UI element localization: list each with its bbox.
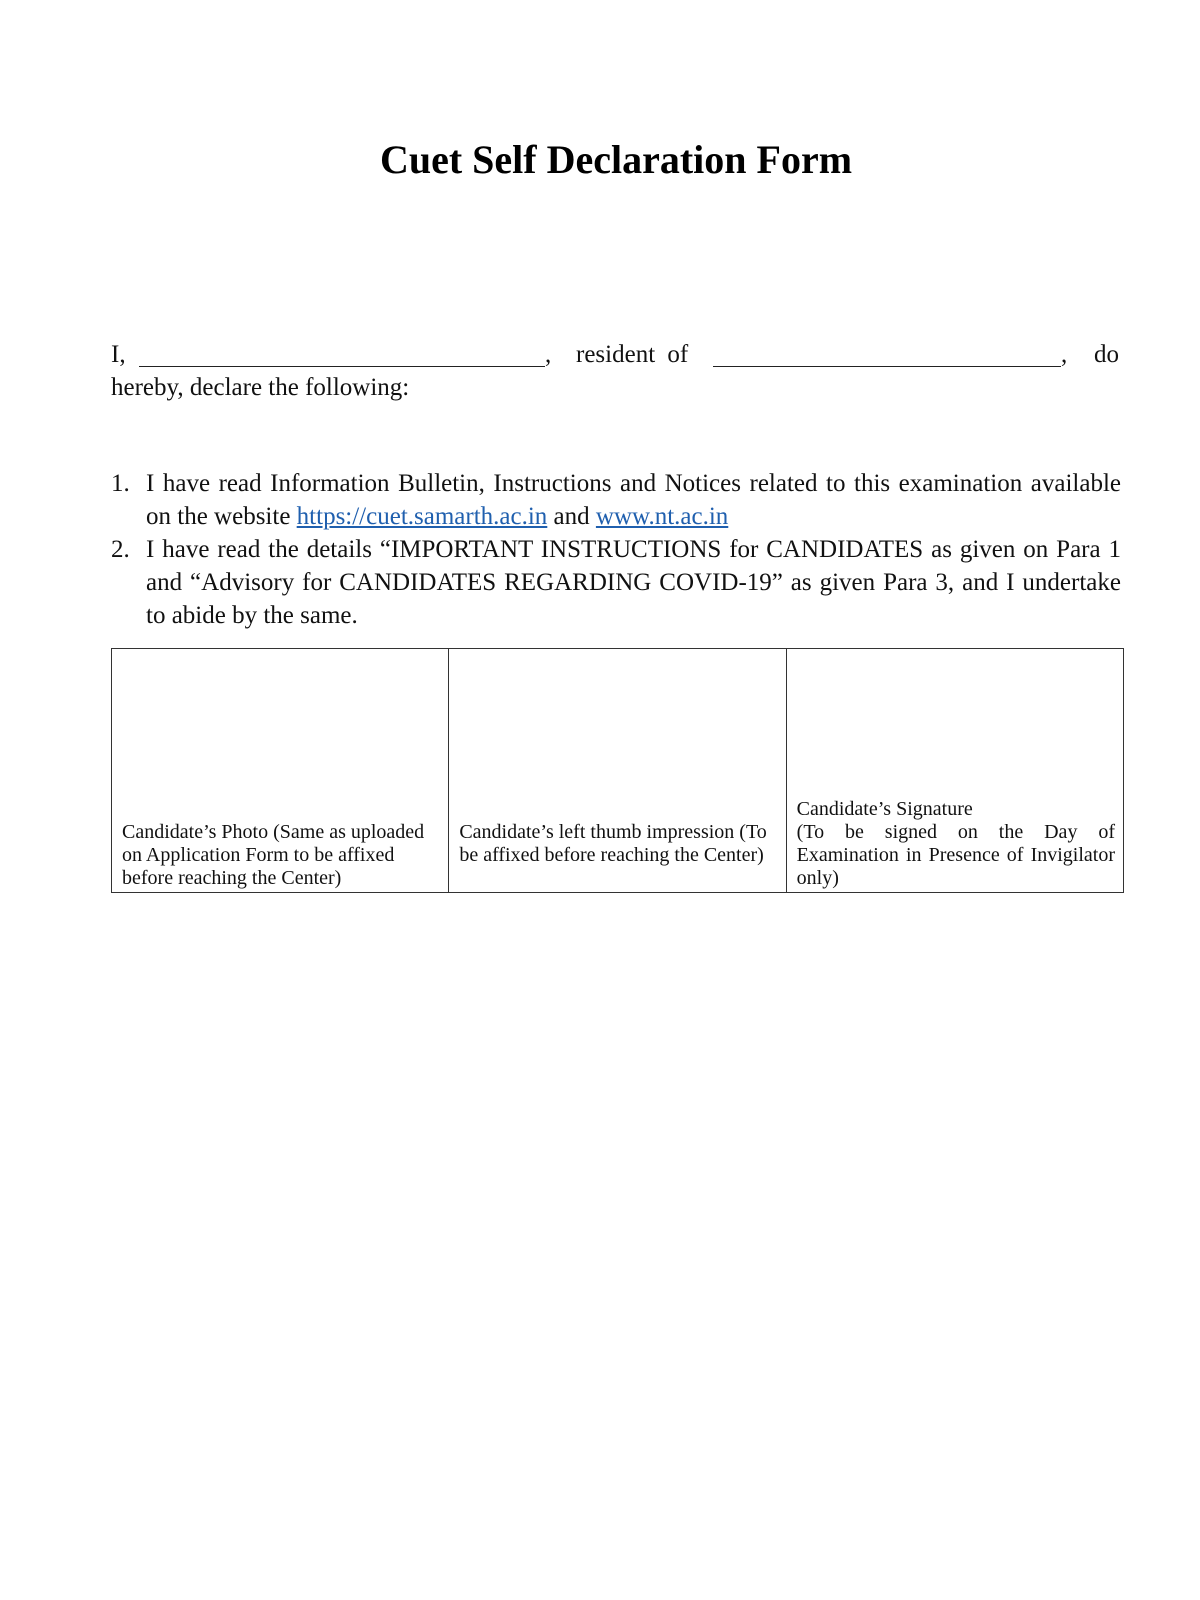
nta-link[interactable]: www.nt.ac.in	[595, 503, 729, 530]
thumb-impression-box[interactable]	[449, 649, 786, 893]
declaration-continuation: hereby, declare the following:	[111, 374, 410, 401]
name-blank-field[interactable]	[139, 338, 545, 367]
signature-box-heading: Candidate’s Signature	[796, 798, 973, 820]
item-text: I have read the details “IMPORTANT INSTRUCTIONS for CANDIDATES as given on Para 1 and “Advisory for CANDIDATES REGARDING COVID-19” as given Para 3, and I undertake to abide by the same.	[146, 536, 1121, 629]
signature-box-label: (To be signed on the Day of Examination in Presence of Invigilator only)	[796, 821, 1115, 889]
declaration-list	[111, 467, 1121, 632]
item-text-and: and	[547, 503, 596, 530]
affix-boxes-table	[111, 648, 1124, 893]
item-number: 1.	[111, 470, 130, 497]
thumb-box-label: Candidate’s left thumb impression (To be affixed before reaching the Center)	[459, 821, 767, 866]
cuet-samarth-link[interactable]: https://cuet.samarth.ac.in	[296, 503, 548, 530]
comma: ,	[1061, 341, 1068, 368]
item-number: 2.	[111, 536, 130, 563]
declaration-prefix: I,	[111, 341, 126, 368]
residence-blank-field[interactable]	[713, 338, 1061, 367]
do-label: do	[1094, 341, 1119, 368]
list-item	[111, 533, 1121, 632]
comma: ,	[545, 341, 552, 368]
list-item	[111, 467, 1121, 533]
declaration-line	[111, 338, 1121, 371]
page-title: Cuet Self Declaration Form	[379, 137, 853, 182]
signature-box[interactable]	[786, 649, 1123, 893]
photo-box[interactable]	[112, 649, 449, 893]
photo-box-label: Candidate’s Photo (Same as uploaded on Application Form to be affixed before reaching the Center)	[122, 821, 425, 889]
item-text: I have read Information Bulletin, Instructions and Notices related to this examination available on the website	[146, 470, 1121, 530]
resident-of-label: resident of	[576, 341, 689, 368]
